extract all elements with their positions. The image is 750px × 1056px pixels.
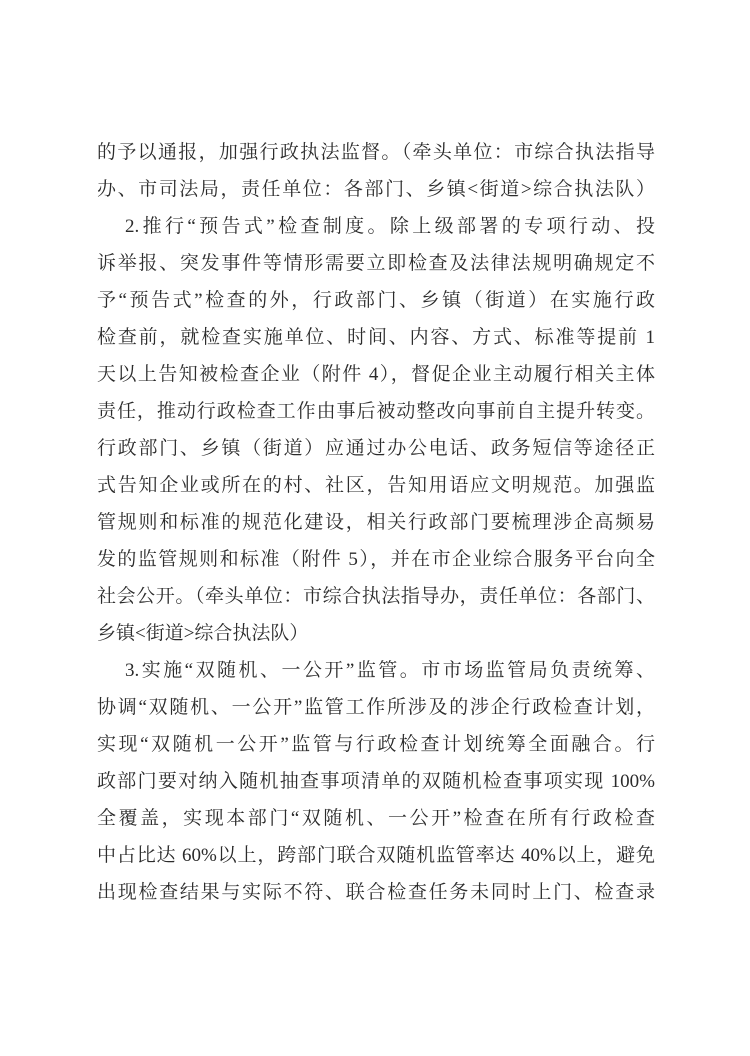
text-line: 社会公开。（牵头单位：市综合执法指导办，责任单位：各部门、 [97,586,655,607]
text-line: 政部门要对纳入随机抽查事项清单的双随机检查事项实现 100% [97,771,655,792]
text-line: 式告知企业或所在的村、社区，告知用语应文明规范。加强监 [97,475,655,496]
text-line: 天以上告知被检查企业（附件 4），督促企业主动履行相关主体 [97,364,655,385]
document-body-text [97,134,655,911]
text-line: 责任，推动行政检查工作由事后被动整改向事前自主提升转变。 [97,401,655,422]
text-line: 的予以通报，加强行政执法监督。（牵头单位：市综合执法指导 [97,142,655,163]
text-line: 行政部门、乡镇（街道）应通过办公电话、政务短信等途径正 [97,438,655,459]
text-line: 予“预告式”检查的外，行政部门、乡镇（街道）在实施行政 [97,290,655,311]
text-line: 发的监管规则和标准（附件 5），并在市企业综合服务平台向全 [97,549,655,570]
text-line: 管规则和标准的规范化建设，相关行政部门要梳理涉企高频易 [97,512,655,533]
text-line: 诉举报、突发事件等情形需要立即检查及法律法规明确规定不 [97,253,655,274]
text-line: 中占比达 60%以上，跨部门联合双随机监管率达 40%以上，避免 [97,845,655,866]
text-line: 全覆盖，实现本部门“双随机、一公开”检查在所有行政检查 [97,808,655,829]
text-line: 检查前，就检查实施单位、时间、内容、方式、标准等提前 1 [97,327,655,348]
text-line: 实现“双随机一公开”监管与行政检查计划统筹全面融合。行 [97,734,655,755]
text-line-paragraph-end: 乡镇<街道>综合执法队） [97,623,309,644]
text-line-paragraph-start: 3.实施“双随机、一公开”监管。市市场监管局负责统筹、 [125,660,655,681]
text-line: 协调“双随机、一公开”监管工作所涉及的涉企行政检查计划， [97,697,655,718]
text-line-paragraph-start: 2.推行“预告式”检查制度。除上级部署的专项行动、投 [125,216,655,237]
text-line: 出现检查结果与实际不符、联合检查任务未同时上门、检查录 [97,882,655,903]
text-line: 办、市司法局，责任单位：各部门、乡镇<街道>综合执法队） [97,179,655,200]
